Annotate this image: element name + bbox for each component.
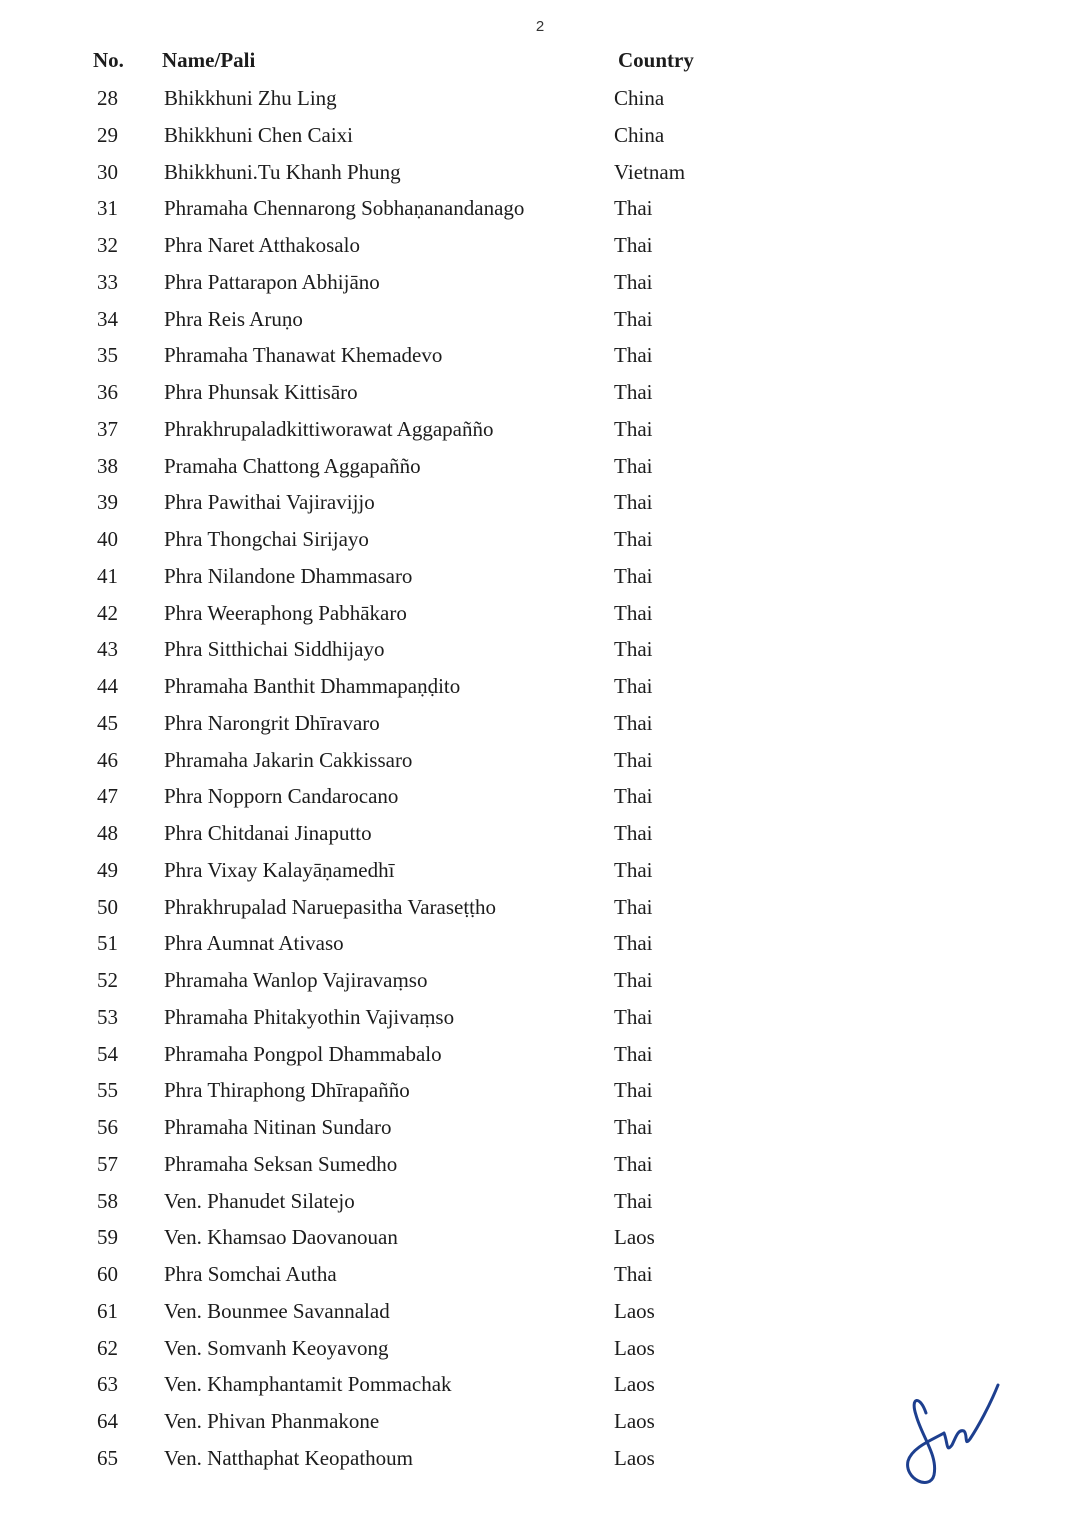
table-row [0,227,1075,264]
row-name: Ven. Phivan Phanmakone [164,1409,380,1433]
table-row [0,1109,1075,1146]
row-name: Phramaha Jakarin Cakkissaro [164,747,413,772]
row-country: Thai [614,563,653,588]
row-number: 54 [97,1041,118,1066]
row-name: Phra Nilandone Dhammasaro [164,563,413,588]
table-row [0,411,1075,448]
table-row [0,558,1075,595]
row-country: Thai [614,196,653,221]
table-row [0,705,1075,742]
row-name: Phramaha Pongpol Dhammabalo [164,1041,442,1066]
row-number: 30 [97,159,118,184]
row-country: Thai [614,968,653,992]
row-number: 47 [97,784,118,809]
row-country: Laos [614,1372,655,1397]
table-row [0,889,1075,926]
header-name: Name/Pali [162,48,256,72]
row-name: Phra Narongrit Dhīravaro [164,710,380,735]
row-number: 59 [97,1225,118,1250]
table-row [0,1256,1075,1293]
row-name: Phramaha Thanawat Khemadevo [164,343,443,368]
row-number: 33 [97,269,118,294]
table-row [0,301,1075,338]
table-row [0,1219,1075,1256]
row-number: 42 [97,600,118,625]
row-country: Thai [614,416,653,441]
row-number: 37 [97,416,118,441]
row-name: Ven. Natthaphat Keopathoum [164,1445,414,1470]
table-row [0,1183,1075,1220]
row-name: Phrakhrupaladkittiworawat Aggapañño [164,416,494,441]
row-name: Phra Pattarapon Abhijāno [164,269,380,294]
page-number: 2 [535,18,545,35]
row-country: Thai [614,747,653,772]
row-name: Phramaha Seksan Sumedho [164,1151,398,1176]
row-name: Phra Weeraphong Pabhākaro [164,600,407,625]
row-number: 39 [97,490,118,515]
row-number: 40 [97,527,118,551]
row-number: 46 [97,747,118,772]
row-number: 35 [97,343,118,368]
row-number: 32 [97,233,118,257]
table-row [0,154,1075,191]
table-row [0,925,1075,962]
row-country: Thai [614,1115,653,1139]
row-name: Ven. Khamphantamit Pommachak [164,1372,452,1397]
table-header [0,48,1075,76]
row-country: Thai [614,894,653,919]
table-row [0,668,1075,705]
row-name: Phra Thongchai Sirijayo [164,527,369,551]
row-country: Thai [614,1151,653,1176]
row-name: Phra Aumnat Ativaso [164,931,344,956]
row-number: 57 [97,1151,118,1176]
row-name: Phra Somchai Autha [164,1262,337,1286]
row-country: Thai [614,637,653,662]
row-name: Phramaha Banthit Dhammapaṇḍito [164,674,461,698]
row-number: 63 [97,1372,118,1397]
row-number: 53 [97,1004,118,1029]
row-name: Pramaha Chattong Aggapañño [164,453,421,478]
row-number: 58 [97,1188,118,1213]
table-row [0,1293,1075,1330]
table-row [0,1036,1075,1073]
row-number: 65 [97,1445,118,1470]
row-number: 44 [97,674,118,698]
row-country: China [614,86,665,110]
row-name: Phra Pawithai Vajiravijjo [164,490,375,515]
row-name: Phra Sitthichai Siddhijayo [164,637,385,662]
row-number: 43 [97,637,118,662]
table-row [0,742,1075,779]
row-name: Bhikkhuni Chen Caixi [164,122,353,147]
row-number: 31 [97,196,118,221]
row-country: Thai [614,710,653,735]
row-number: 48 [97,821,118,845]
row-country: Laos [614,1298,655,1323]
table-row [0,448,1075,485]
row-name: Ven. Phanudet Silatejo [164,1188,355,1213]
row-country: Vietnam [614,159,686,184]
row-name: Phra Naret Atthakosalo [164,233,360,257]
table-row [0,852,1075,889]
row-country: Thai [614,343,653,368]
row-number: 38 [97,453,118,478]
row-name: Phra Nopporn Candarocano [164,784,399,809]
row-country: Thai [614,784,653,809]
row-country: Thai [614,821,653,845]
table-row [0,778,1075,815]
row-name: Phramaha Phitakyothin Vajivaṃso [164,1004,455,1029]
row-name: Bhikkhuni.Tu Khanh Phung [164,159,401,184]
row-name: Phrakhrupalad Naruepasitha Varaseṭṭho [164,894,497,919]
row-country: Thai [614,1078,653,1103]
table-row [0,521,1075,558]
table-row [0,815,1075,852]
row-name: Phramaha Nitinan Sundaro [164,1115,392,1139]
row-country: Laos [614,1335,655,1360]
row-country: Thai [614,527,653,551]
table-row [0,1146,1075,1183]
header-no: No. [93,48,124,72]
table-row [0,631,1075,668]
table-row [0,1072,1075,1109]
row-country: Thai [614,600,653,625]
row-number: 50 [97,894,118,919]
table-row [0,117,1075,154]
row-country: Thai [614,931,653,956]
row-name: Phra Chitdanai Jinaputto [164,821,372,845]
row-country: Thai [614,306,653,331]
row-name: Ven. Khamsao Daovanouan [164,1225,398,1250]
row-country: Laos [614,1445,655,1470]
row-name: Phramaha Wanlop Vajiravaṃso [164,968,428,992]
row-number: 55 [97,1078,118,1103]
row-country: Thai [614,490,653,515]
row-country: Thai [614,453,653,478]
table-row [0,374,1075,411]
row-number: 41 [97,563,118,588]
signature [898,1375,1008,1490]
row-country: Thai [614,269,653,294]
table-row [0,190,1075,227]
row-number: 28 [97,86,118,110]
row-number: 52 [97,968,118,992]
table-row [0,962,1075,999]
row-country: Thai [614,1041,653,1066]
row-country: Thai [614,857,653,882]
row-name: Ven. Somvanh Keoyavong [164,1335,389,1360]
row-country: Thai [614,674,653,698]
row-number: 45 [97,710,118,735]
header-country: Country [618,48,694,72]
row-number: 62 [97,1335,118,1360]
row-name: Bhikkhuni Zhu Ling [164,86,337,110]
row-country: Thai [614,380,653,404]
row-name: Phra Thiraphong Dhīrapañño [164,1078,410,1103]
table-row [0,264,1075,301]
row-number: 34 [97,306,118,331]
row-number: 36 [97,380,118,404]
row-number: 49 [97,857,118,882]
row-country: Laos [614,1409,655,1433]
table-row [0,80,1075,117]
row-number: 51 [97,931,118,956]
row-number: 64 [97,1409,118,1433]
row-name: Phra Reis Aruṇo [164,306,303,331]
table-row [0,999,1075,1036]
row-name: Phramaha Chennarong Sobhaṇanandanago [164,196,525,221]
row-name: Phra Vixay Kalayāṇamedhī [164,857,395,882]
row-number: 29 [97,122,118,147]
table-row [0,595,1075,632]
row-number: 60 [97,1262,118,1286]
table-row [0,1330,1075,1367]
row-number: 56 [97,1115,118,1139]
row-country: Thai [614,1262,653,1286]
row-country: Thai [614,1188,653,1213]
row-name: Ven. Bounmee Savannalad [164,1298,390,1323]
row-number: 61 [97,1298,118,1323]
row-country: Laos [614,1225,655,1250]
row-country: China [614,122,665,147]
row-country: Thai [614,233,653,257]
row-country: Thai [614,1004,653,1029]
table-row [0,484,1075,521]
table-row [0,337,1075,374]
row-name: Phra Phunsak Kittisāro [164,380,358,404]
participant-list [0,80,1075,1477]
